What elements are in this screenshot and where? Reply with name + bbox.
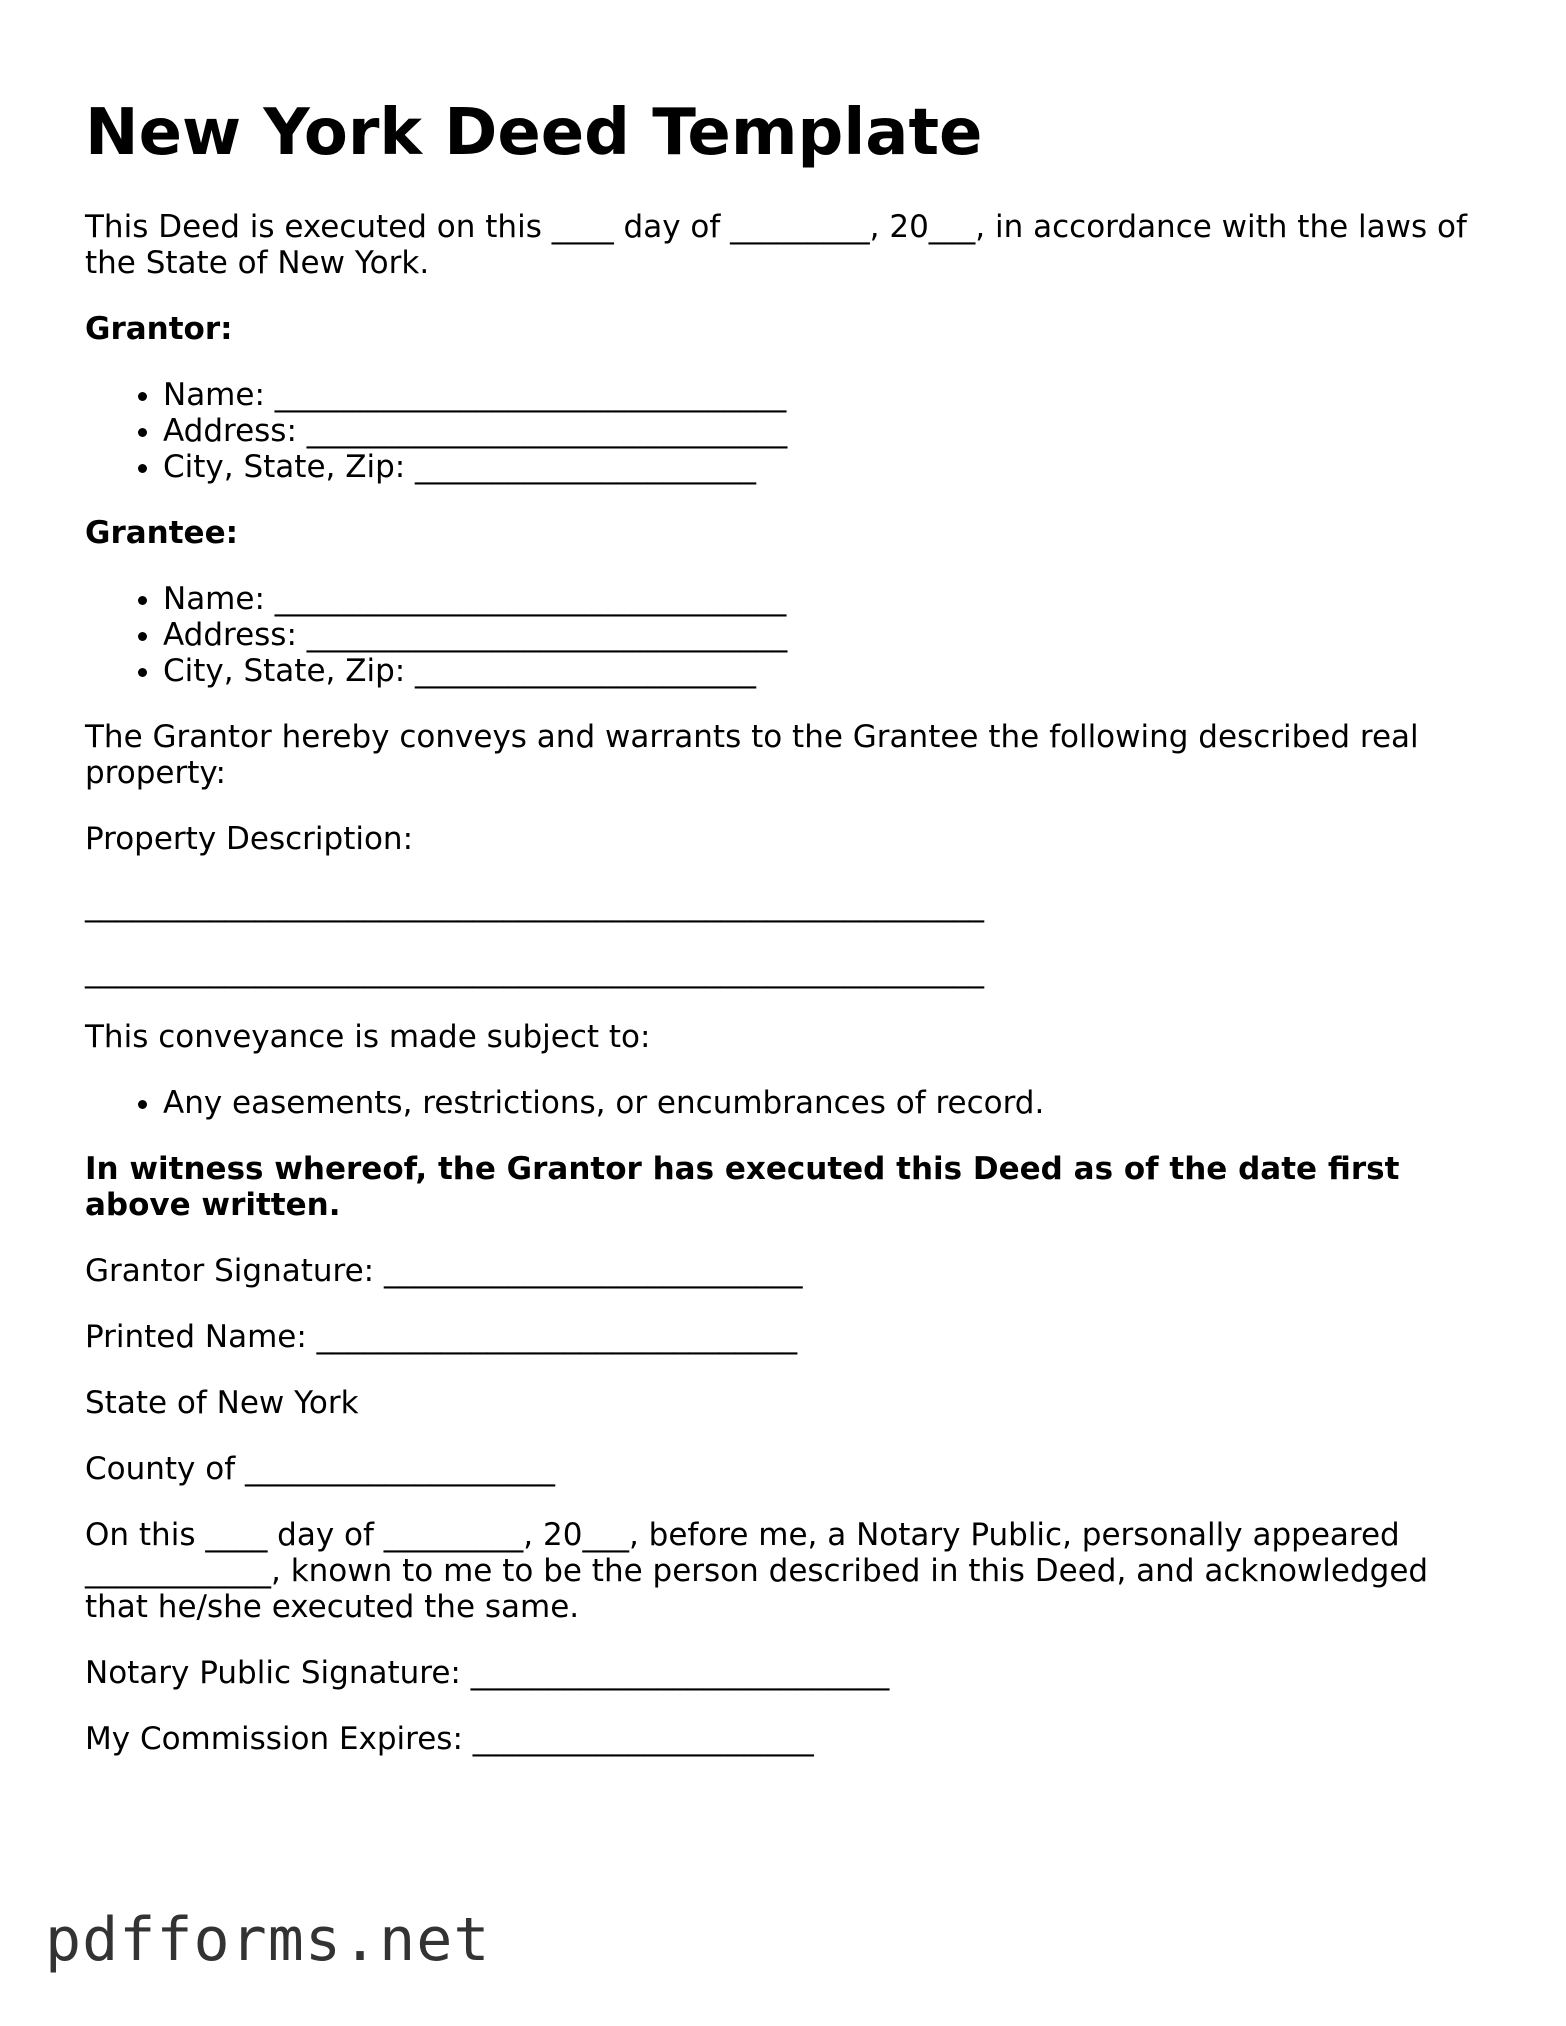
printed-name-line: Printed Name: _______________________________ [85, 1319, 798, 1355]
property-description-label: Property Description: [85, 821, 414, 857]
document-title: New York Deed Template [85, 96, 983, 170]
notary-acknowledgment-paragraph: On this ____ day of _________, 20___, before me, a Notary Public, personally appeared ____________, known to me to be the person described in this Deed, and acknowledged that he/she executed the same. [85, 1517, 1429, 1625]
subject-to-item: • Any easements, restrictions, or encumbrances of record. [163, 1085, 1485, 1121]
grantee-address-field: • Address: _______________________________ [163, 617, 1485, 653]
grantor-name-field: • Name: _________________________________ [163, 377, 1485, 413]
grantee-fields-list [85, 581, 1485, 689]
conveyance-paragraph: The Grantor hereby conveys and warrants to the Grantee the following described real property: [85, 719, 1419, 791]
grantor-signature-line: Grantor Signature: ___________________________ [85, 1253, 803, 1289]
deed-document [85, 95, 1485, 1787]
notary-signature-line: Notary Public Signature: ___________________________ [85, 1655, 890, 1691]
grantee-city-state-zip-field: • City, State, Zip: ______________________ [163, 653, 1485, 689]
intro-paragraph: This Deed is executed on this ____ day of _________, 20___, in accordance with the laws of the State of New York. [85, 209, 1467, 281]
property-description-line-2: __________________________________________________________ [85, 953, 984, 989]
witness-paragraph: In witness whereof, the Grantor has executed this Deed as of the date first above written. [85, 1151, 1400, 1223]
grantor-address-field: • Address: _______________________________ [163, 413, 1485, 449]
grantee-heading: Grantee: [85, 515, 238, 551]
state-line: State of New York [85, 1385, 359, 1421]
grantee-name-field: • Name: _________________________________ [163, 581, 1485, 617]
commission-expires-line: My Commission Expires: ______________________ [85, 1721, 814, 1757]
subject-to-list [85, 1085, 1485, 1121]
property-description-line-1: __________________________________________________________ [85, 887, 984, 923]
county-line: County of ____________________ [85, 1451, 555, 1487]
site-watermark: pdfforms.net [45, 1905, 491, 1975]
subject-to-paragraph: This conveyance is made subject to: [85, 1019, 651, 1055]
grantor-heading: Grantor: [85, 311, 233, 347]
grantor-city-state-zip-field: • City, State, Zip: ______________________ [163, 449, 1485, 485]
grantor-fields-list [85, 377, 1485, 485]
